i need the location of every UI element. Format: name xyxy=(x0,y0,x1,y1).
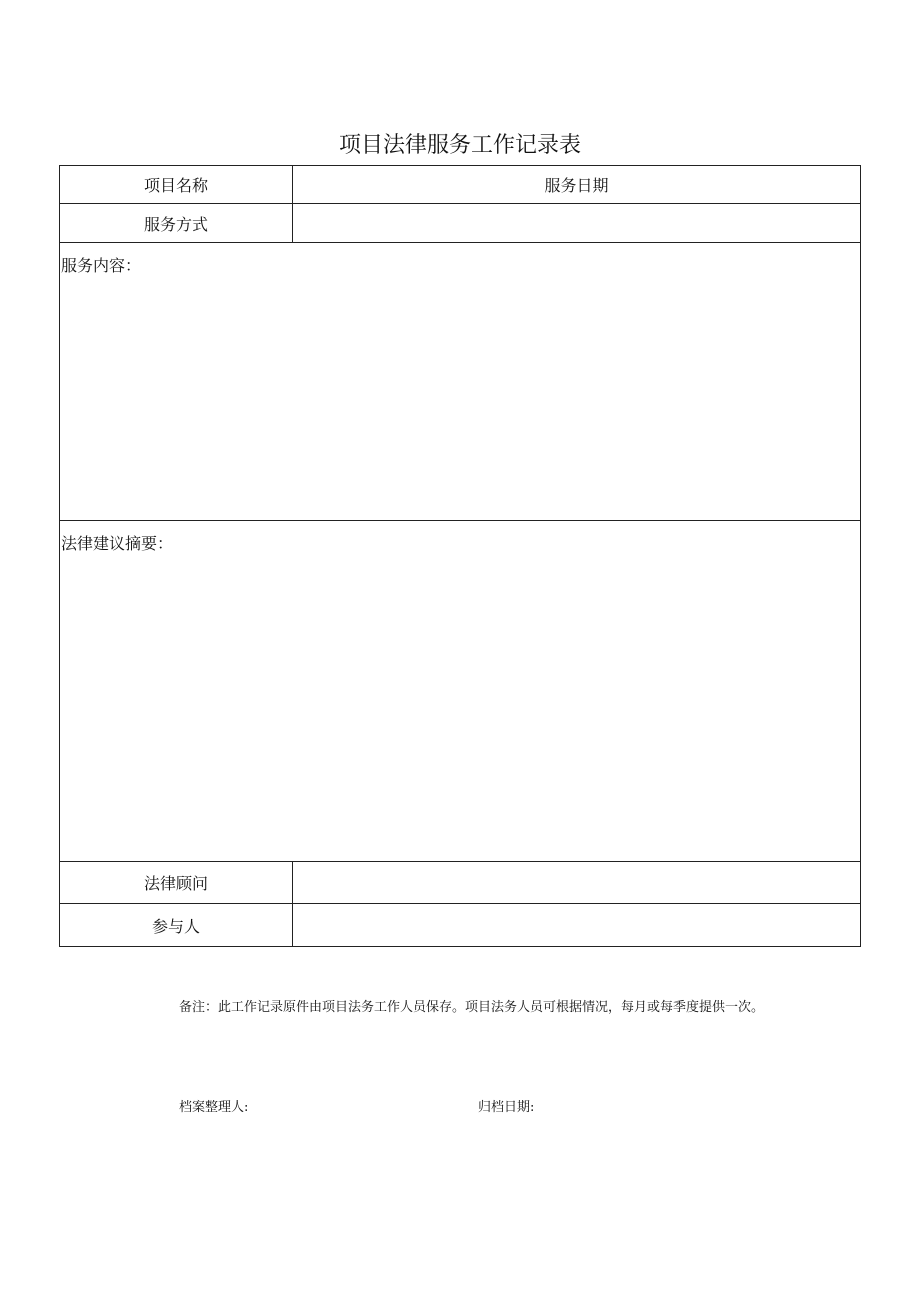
participants-field[interactable] xyxy=(293,904,861,947)
row-legal-advice xyxy=(60,521,861,862)
legal-advice-label: 法律建议摘要： xyxy=(61,534,174,553)
row-service-content xyxy=(60,243,861,521)
service-content-area[interactable] xyxy=(60,243,861,521)
record-form-table xyxy=(59,165,861,947)
service-content-label: 服务内容： xyxy=(61,256,142,275)
page-title: 项目法律服务工作记录表 xyxy=(338,133,581,158)
row-legal-counsel xyxy=(60,862,861,904)
legal-counsel-label: 法律顾问 xyxy=(60,862,293,904)
participants-label: 参与人 xyxy=(60,904,293,947)
project-name-label: 项目名称 xyxy=(60,166,293,204)
archivist-label: 档案整理人: xyxy=(179,1100,249,1115)
legal-counsel-field[interactable] xyxy=(293,862,861,904)
footer-note: 备注：此工作记录原件由项目法务工作人员保存。项目法务人员可根据情况，每月或每季度提供一次。 xyxy=(179,1000,765,1015)
row-participants xyxy=(60,904,861,947)
row-service-method xyxy=(60,204,861,243)
service-method-field[interactable] xyxy=(293,204,861,243)
service-method-label: 服务方式 xyxy=(60,204,293,243)
legal-advice-area[interactable] xyxy=(60,521,861,862)
archive-date-label: 归档日期: xyxy=(478,1100,535,1115)
service-date-label[interactable]: 服务日期 xyxy=(293,166,861,204)
row-project-name xyxy=(60,166,861,204)
